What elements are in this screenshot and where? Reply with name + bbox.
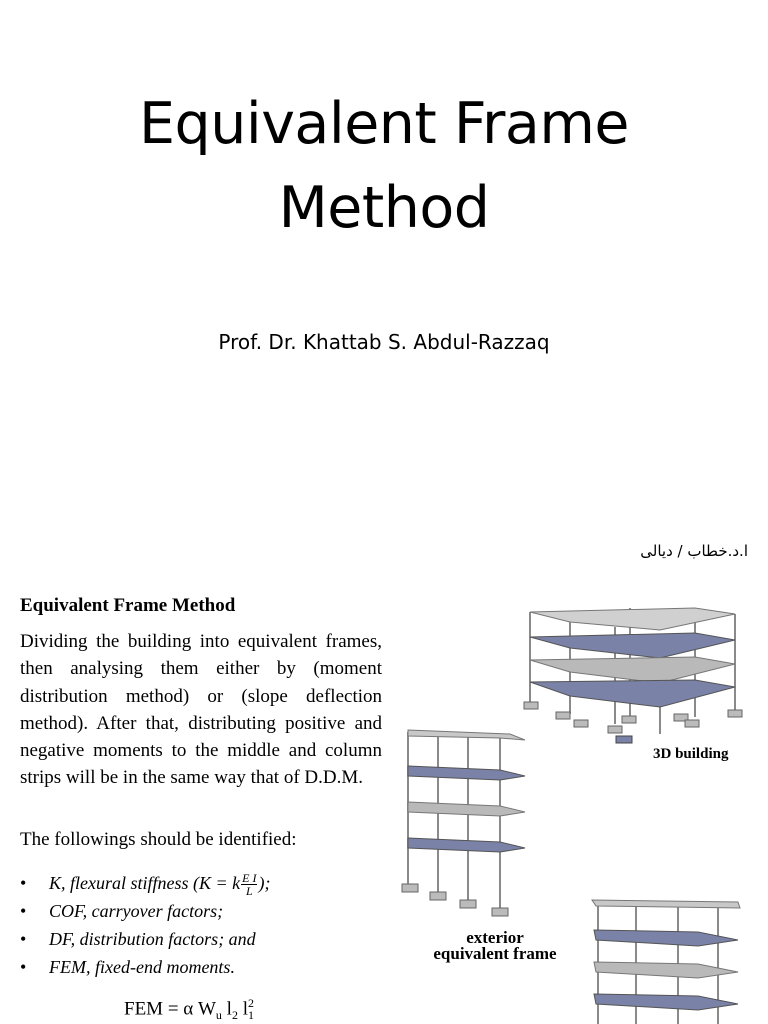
bullet-k [20,869,270,897]
bullet-df: • DF, distribution factors; and [20,925,270,953]
3d-building-label: 3D building [653,746,729,762]
title-line-1: Equivalent Frame [139,91,629,157]
bullet-list [20,869,270,981]
exterior-label-line-2: equivalent frame [433,944,557,963]
intro-text: The followings should be identified: [20,829,297,850]
interior-frame-illustration [588,894,748,1024]
fraction-numerator: E I [242,871,257,886]
formula-w-sub: u [215,1008,222,1023]
3d-building-illustration [520,602,750,752]
formula-l1-sub: 1 [247,1008,254,1023]
formula-l2: l [221,998,232,1020]
page-title [0,82,768,250]
title-line-2: Method [278,175,490,241]
bullet-cof: • COF, carryover factors; [20,897,270,925]
bullet-fem: • FEM, fixed-end moments. [20,953,270,981]
exterior-frame-label [405,930,585,962]
formula-l2-sub: 2 [231,1008,238,1023]
k-prefix: K, flexural stiffness (K = k [49,873,241,893]
exterior-frame-figure [400,724,535,919]
formula-l1: l [237,998,248,1020]
fem-formula [124,996,254,1023]
interior-frame-figure [588,894,748,1024]
exterior-label-line-1: exterior [466,928,524,947]
description-paragraph: Dividing the building into equivalent frames, then analysing them either by (moment distribution method) or (slope deflection method). After that, distributing positive and negative moments to the middle and column strips will be in the same way that of D.D.M. [20,631,382,789]
exterior-frame-illustration [400,724,535,919]
section-heading: Equivalent Frame Method [20,595,236,616]
content-slide [0,512,768,1024]
fraction-denominator: L [245,884,253,899]
k-suffix: ); [258,873,271,893]
ei-over-l-fraction [241,872,257,897]
formula-l1-sup: 2 [247,996,254,1010]
arabic-header: ا.د.خطاب / ديالى [640,542,748,560]
author-name: Prof. Dr. Khattab S. Abdul-Razzaq [218,330,550,354]
formula-lhs: FEM = α W [124,998,216,1020]
3d-building-figure [520,602,750,752]
